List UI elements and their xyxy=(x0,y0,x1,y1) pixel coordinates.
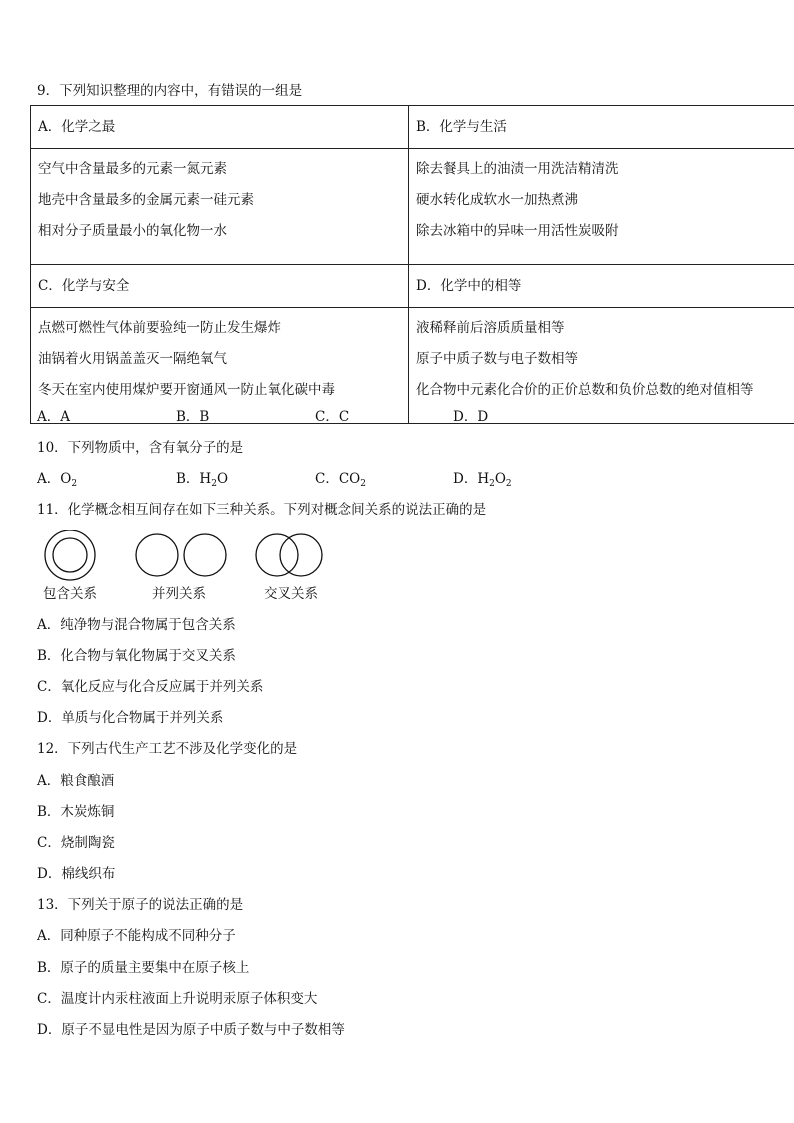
q9-stem: 9．下列知识整理的内容中，有错误的一组是 xyxy=(37,83,303,99)
q10-options xyxy=(37,473,597,489)
intersection-diagram xyxy=(256,534,322,576)
parallel-diagram xyxy=(136,534,226,576)
cell-d-line: 原子中质子数与电子数相等 xyxy=(416,351,578,367)
left-circle xyxy=(136,534,178,576)
cell-d-line: 液稀释前后溶质质量相等 xyxy=(416,320,565,336)
q13-option-c[interactable]: C．温度计内汞柱液面上升说明汞原子体积变大 xyxy=(37,991,318,1007)
cell-b-line: 硬水转化成软水一加热煮沸 xyxy=(416,192,578,208)
q9-option-b[interactable]: B．B xyxy=(176,409,210,425)
intersection-label: 交叉关系 xyxy=(264,586,318,602)
q9-option-d[interactable]: D．D xyxy=(453,409,489,425)
q13-stem: 13．下列关于原子的说法正确的是 xyxy=(37,897,244,913)
q10-option-b[interactable]: B．$H_2O$ xyxy=(176,471,229,489)
q13-option-a[interactable]: A．同种原子不能构成不同种分子 xyxy=(37,928,236,944)
q11-option-a[interactable]: A．纯净物与混合物属于包含关系 xyxy=(37,617,236,633)
q13-option-d[interactable]: D．原子不显电性是因为原子中质子数与中子数相等 xyxy=(37,1022,345,1038)
q11-option-b[interactable]: B．化合物与氧化物属于交叉关系 xyxy=(37,648,236,664)
inclusion-diagram xyxy=(45,530,95,580)
q12-option-a[interactable]: A．粮食酿酒 xyxy=(37,773,115,789)
right-circle xyxy=(280,534,322,576)
cell-c-line: 冬天在室内使用煤炉要开窗通风一防止氧化碳中毒 xyxy=(38,382,335,398)
q9-knowledge-table xyxy=(30,105,794,424)
cell-d-line: 化合物中元素化合价的正价总数和负价总数的绝对值相等 xyxy=(416,382,754,398)
cell-c-title: C．化学与安全 xyxy=(31,265,409,308)
cell-d-content xyxy=(409,308,794,424)
cell-a-title: A．化学之最 xyxy=(31,106,409,149)
q13-option-b[interactable]: B．原子的质量主要集中在原子核上 xyxy=(37,960,250,976)
q11-option-d[interactable]: D．单质与化合物属于并列关系 xyxy=(37,710,224,726)
cell-b-content xyxy=(409,149,794,265)
left-circle xyxy=(256,534,298,576)
q10-option-d[interactable]: D．$H_2O_2$ xyxy=(453,471,512,489)
cell-c-content xyxy=(31,308,409,424)
q9-option-c[interactable]: C．C xyxy=(315,409,350,425)
cell-b-title: B．化学与生活 xyxy=(409,106,794,149)
q10-option-c[interactable]: C．$CO_2$ xyxy=(315,471,366,489)
parallel-label: 并列关系 xyxy=(152,586,206,602)
q9-options xyxy=(37,411,597,427)
cell-a-line: 地壳中含量最多的金属元素一硅元素 xyxy=(38,192,254,208)
q11-option-c[interactable]: C．氧化反应与化合反应属于并列关系 xyxy=(37,679,264,695)
inclusion-label: 包含关系 xyxy=(43,586,97,602)
cell-a-line: 相对分子质量最小的氧化物一水 xyxy=(38,223,227,239)
cell-c-line: 油锅着火用锅盖盖灭一隔绝氧气 xyxy=(38,351,227,367)
q11-stem: 11．化学概念相互间存在如下三种关系。下列对概念间关系的说法正确的是 xyxy=(37,502,487,518)
cell-b-line: 除去餐具上的油渍一用洗洁精清洗 xyxy=(416,161,619,177)
q10-option-a[interactable]: A．$O_2$ xyxy=(37,471,78,489)
q12-option-b[interactable]: B．木炭炼铜 xyxy=(37,804,115,820)
q12-option-d[interactable]: D．棉线织布 xyxy=(37,866,116,882)
q10-stem: 10．下列物质中，含有氧分子的是 xyxy=(37,440,244,456)
inner-circle xyxy=(53,538,87,572)
cell-b-line: 除去冰箱中的异味一用活性炭吸附 xyxy=(416,223,619,239)
cell-a-line: 空气中含量最多的元素一氮元素 xyxy=(38,161,227,177)
q12-stem: 12．下列古代生产工艺不涉及化学变化的是 xyxy=(37,741,298,757)
cell-d-title: D．化学中的相等 xyxy=(409,265,794,308)
cell-a-content xyxy=(31,149,409,265)
right-circle xyxy=(184,534,226,576)
cell-c-line: 点燃可燃性气体前要验纯一防止发生爆炸 xyxy=(38,320,281,336)
q12-option-c[interactable]: C．烧制陶瓷 xyxy=(37,835,115,851)
q9-option-a[interactable]: A．A xyxy=(37,409,70,425)
